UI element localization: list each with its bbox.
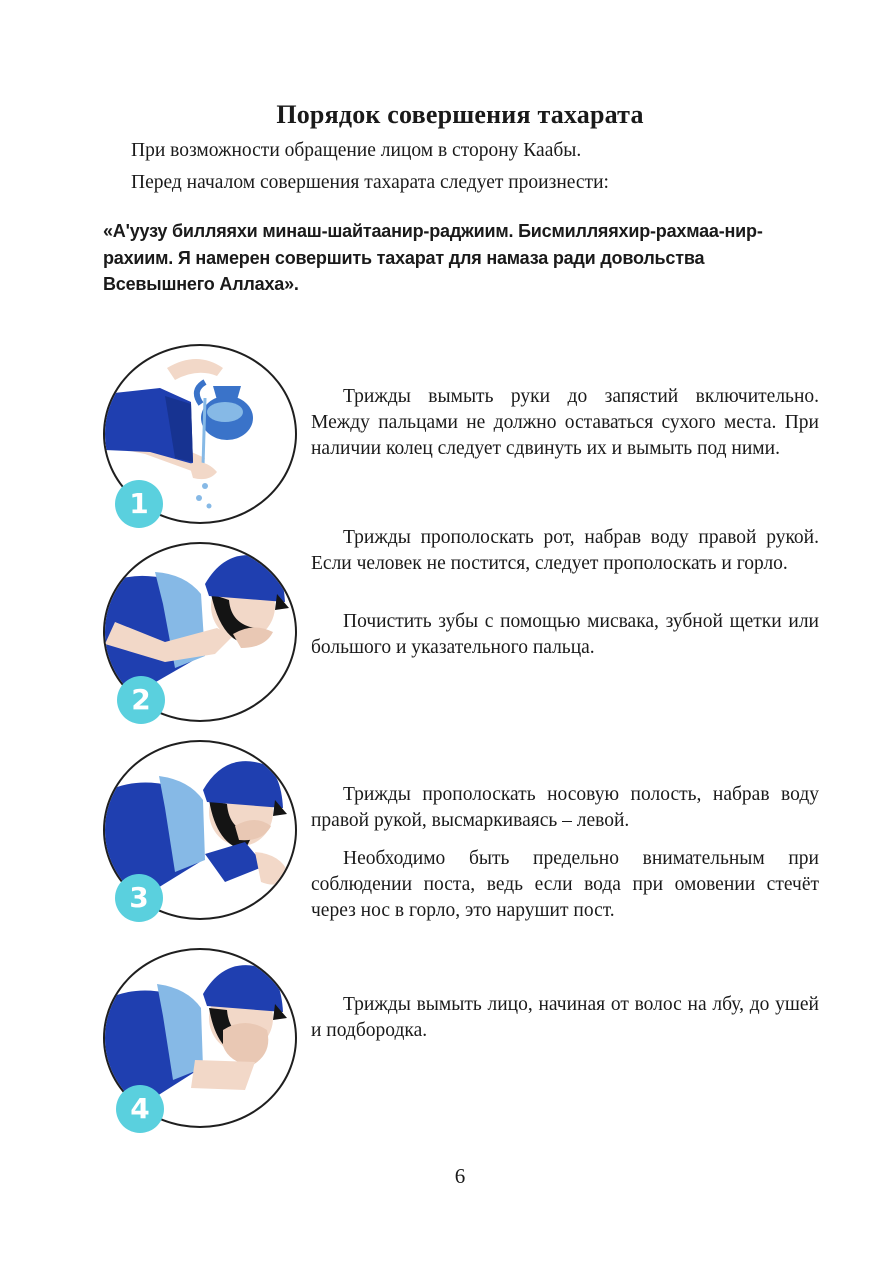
page-number: 6 <box>454 1164 466 1188</box>
step-3-text-2: Необходимо быть предельно внимательным при соблюдении поста, ведь если вода при омовении стечёт через нос в горло, это нарушит пост. <box>311 848 819 921</box>
step-3-text-1: Трижды прополоскать носовую полость, набрав воду правой рукой, высмаркиваясь – левой. <box>311 784 819 831</box>
page-title: Порядок совершения тахарата <box>276 100 644 129</box>
intro-line-kaaba: При возможности обращение лицом в сторону Каабы. <box>131 140 582 161</box>
step-2-text-1: Трижды прополоскать рот, набрав воду правой рукой. Если человек не постится, следует прополоскать и горло. <box>311 527 819 574</box>
step-4-text: Трижды вымыть лицо, начиная от волос на лбу, до ушей и подбородка. <box>311 994 819 1041</box>
dua-quote: «А'уузу билляяхи минаш-шайтаанир-раджиим. Бисмилляяхир-рахмаа-нир-рахиим. Я намерен совершить тахарат для намаза ради довольства Всевышнего Аллаха». <box>103 221 763 294</box>
step-2-text-2: Почистить зубы с помощью мисвака, зубной щетки или большого и указательного пальца. <box>311 611 819 658</box>
intro-line-pronounce: Перед началом совершения тахарата следует произнести: <box>131 172 609 193</box>
step-1-number-badge: 1 <box>115 480 163 528</box>
step-1-text: Трижды вымыть руки до запястий включительно. Между пальцами не должно оставаться сухого места. При наличии колец следует сдвинуть их и вымыть под ними. <box>311 386 819 459</box>
step-4-number-badge: 4 <box>116 1085 164 1133</box>
step-3-number-badge: 3 <box>115 874 163 922</box>
step-2-number-badge: 2 <box>117 676 165 724</box>
